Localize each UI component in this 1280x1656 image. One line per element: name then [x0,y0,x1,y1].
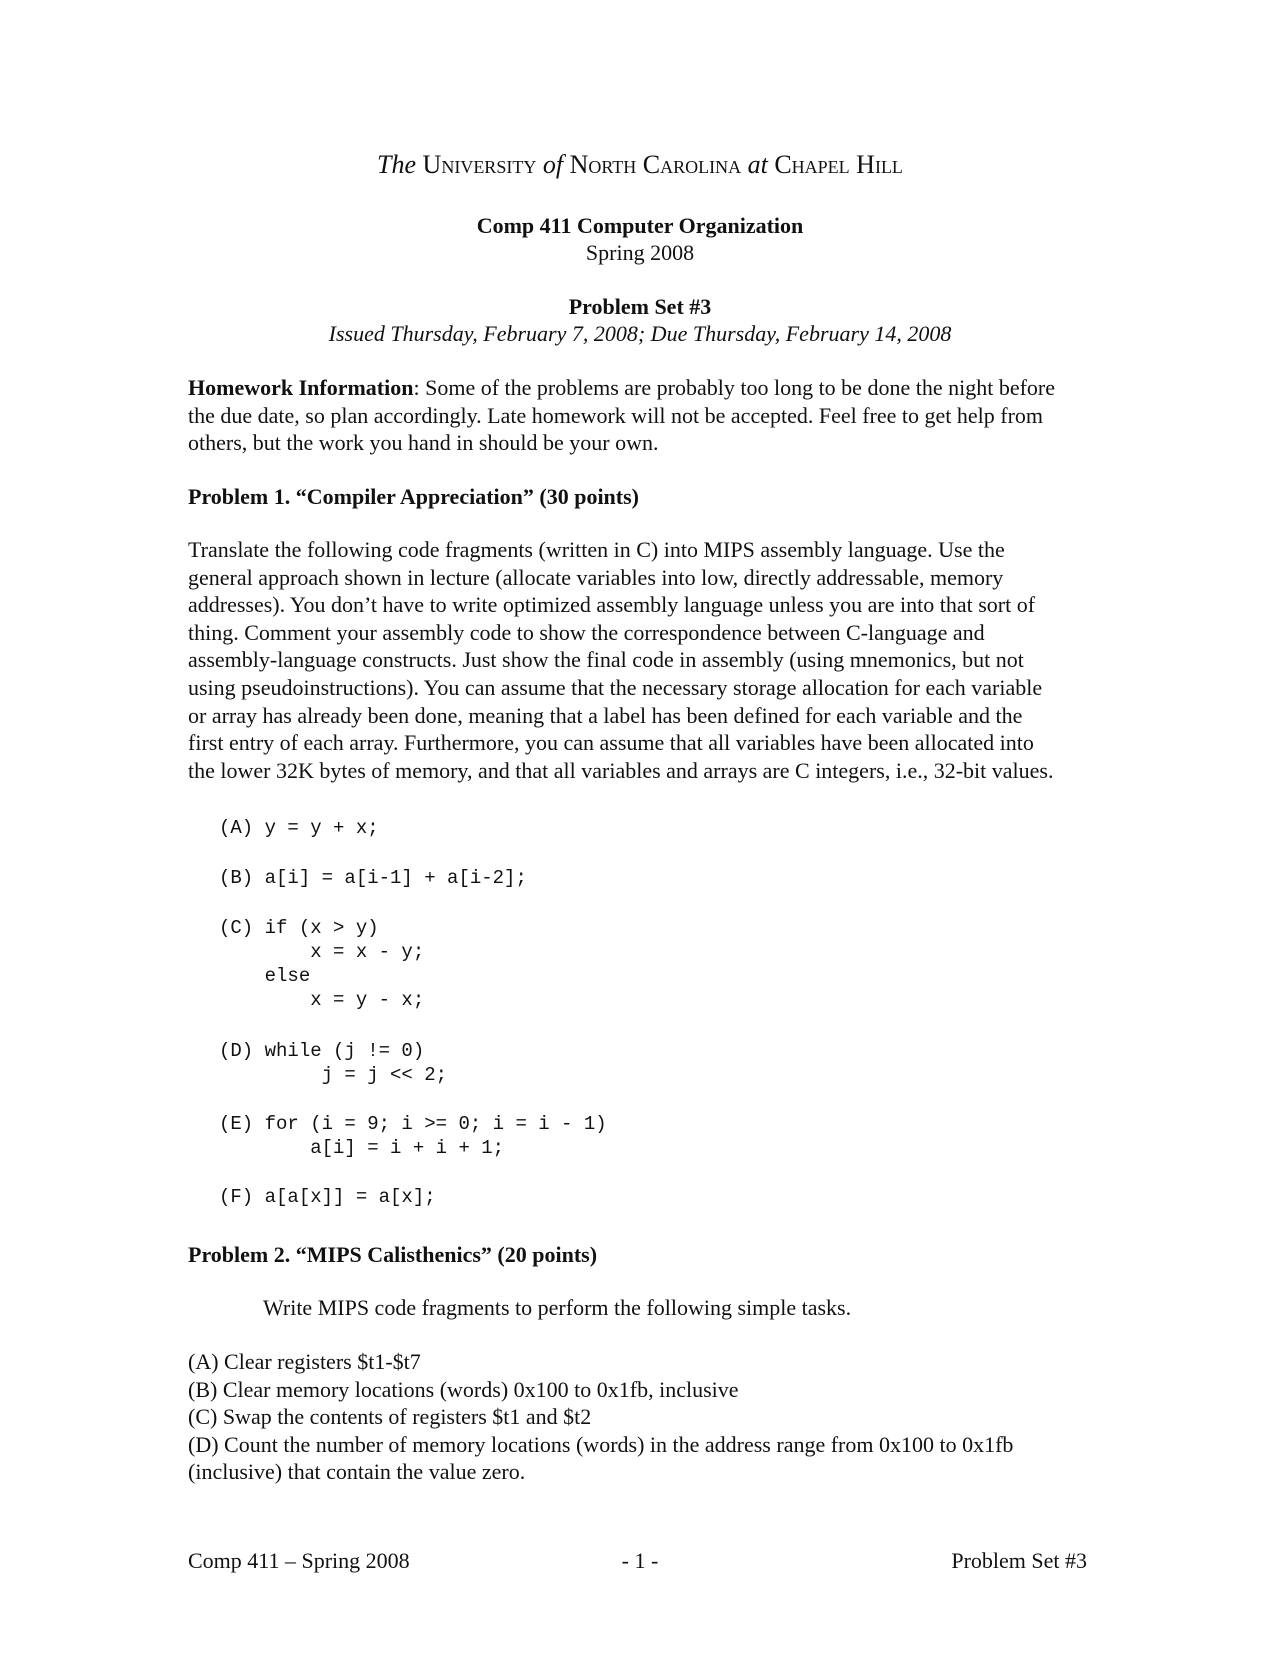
university-header [0,150,1280,180]
problem1-line: addresses). You don’t have to write optimized assembly language unless you are into that sort of [188,592,1036,618]
list-item: (A) Clear registers $t1-$t7 [188,1349,421,1374]
problem2-task-list [188,1348,1098,1486]
homework-info-label: Homework Information [188,375,414,400]
univ-north-carolina: North Carolina [569,150,742,179]
homework-info-line: Homework Information: Some of the problems are probably too long to be done the night before [188,375,1055,400]
univ-at: at [747,150,768,179]
course-title: Comp 411 Computer Organization [476,213,804,238]
problem1-line: or array has already been done, meaning that a label has been defined for each variable and the [188,702,1023,728]
univ-chapel-hill: Chapel Hill [774,150,903,179]
problem1-line: Translate the following code fragments (written in C) into MIPS assembly language. Use the [188,537,1005,562]
univ-of: of [542,150,564,179]
problem1-line: thing. Comment your assembly code to show the correspondence between C-language and [188,619,985,645]
problem1-line: using pseudoinstructions). You can assume that the necessary storage allocation for each variable [188,674,1043,700]
list-item: (B) Clear memory locations (words) 0x100 to 0x1fb, inclusive [188,1376,739,1402]
homework-info-line: the due date, so plan accordingly. Late homework will not be accepted. Feel free to get help from [188,402,1044,428]
problem-set-title: Problem Set #3 [568,294,712,319]
code-fragment-a: (A) y = y + x; [219,817,379,839]
problem2-heading: Problem 2. “MIPS Calisthenics” (20 points) [188,1242,598,1267]
problem1-line: the lower 32K bytes of memory, and that all variables and arrays are C integers, i.e., 32-bit values. [188,757,1054,783]
code-fragment-e: (E) for (i = 9; i >= 0; i = i - 1) a[i] = i + i + 1; [219,1113,607,1159]
univ-university: University [422,150,537,179]
code-fragment-b: (B) a[i] = a[i-1] + a[i-2]; [219,867,527,889]
list-item: (C) Swap the contents of registers $t1 and $t2 [188,1404,592,1430]
problem2-intro: Write MIPS code fragments to perform the following simple tasks. [263,1295,852,1320]
code-fragment-d: (D) while (j != 0) j = j << 2; [219,1040,448,1086]
problem1-line: general approach shown in lecture (allocate variables into low, directly addressable, memory [188,564,1004,590]
list-item: (D) Count the number of memory locations (words) in the address range from 0x100 to 0x1fb [188,1431,1014,1457]
homework-info-line: others, but the work you hand in should be your own. [188,430,659,456]
issued-due-dates: Issued Thursday, February 7, 2008; Due Thursday, February 14, 2008 [328,321,952,346]
problem1-heading: Problem 1. “Compiler Appreciation” (30 points) [188,484,639,509]
homework-info-paragraph [188,374,1098,457]
code-fragment-f: (F) a[a[x]] = a[x]; [219,1186,436,1208]
course-term: Spring 2008 [585,240,695,265]
problem1-line: first entry of each array. Furthermore, you can assume that all variables have been allocated into [188,730,1034,756]
footer-course: Comp 411 – Spring 2008 [188,1548,410,1573]
footer-problem-set: Problem Set #3 [951,1548,1087,1573]
problem1-description [188,536,1098,784]
footer-page-number: - 1 - [621,1548,659,1573]
univ-the: The [377,150,417,179]
code-fragment-c: (C) if (x > y) x = x - y; else x = y - x; [219,917,425,1011]
problem1-line: assembly-language constructs. Just show the final code in assembly (using mnemonics, but not [188,647,1024,673]
list-item: (inclusive) that contain the value zero. [188,1459,526,1485]
